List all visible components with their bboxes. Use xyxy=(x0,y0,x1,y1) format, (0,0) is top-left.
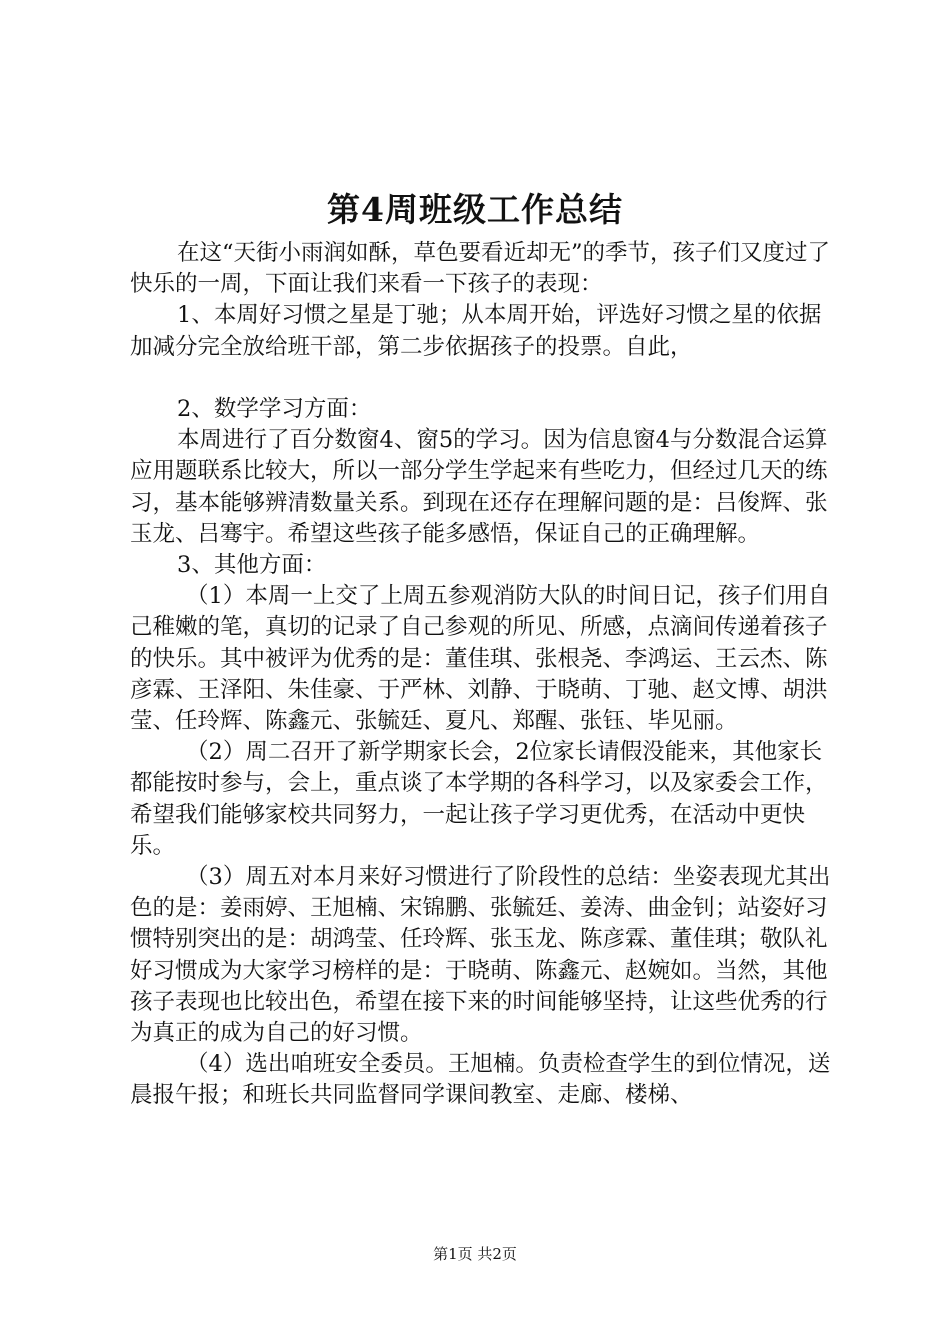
item-1-paragraph: 1、本周好习惯之星是丁驰；从本周开始，评选好习惯之星的依据加减分完全放给班干部，第二步依据孩子的投票。自此， xyxy=(130,302,822,360)
sub-item-4-paragraph: （4）选出咱班安全委员。王旭楠。负责检查学生的到位情况，送晨报午报；和班长共同监督同学课间教室、走廊、楼梯、 xyxy=(130,1051,831,1109)
item-3-heading: 3、其他方面： xyxy=(177,552,327,579)
item-2-heading: 2、数学学习方面： xyxy=(177,396,372,422)
blank-line xyxy=(130,363,840,394)
intro-paragraph: 在这“天街小雨润如酥，草色要看近却无”的季节，孩子们又度过了快乐的一周，下面让我们来看一下孩子的表现： xyxy=(130,240,831,298)
math-paragraph: 本周进行了百分数窗4、窗5的学习。因为信息窗4与分数混合运算应用题联系比较大，所以一部分学生学起来有些吃力，但经过几天的练习，基本能够辨清数量关系。到现在还存在理解问题的是：吕俊辉、张玉龙、吕骞宇。希望这些孩子能多感悟，保证自己的正确理解。 xyxy=(130,427,828,547)
sub-item-2-paragraph: （2）周二召开了新学期家长会，2位家长请假没能来，其他家长都能按时参与，会上，重点谈了本学期的各科学习，以及家委会工作，希望我们能够家校共同努力，一起让孩子学习更优秀，在活动中更快乐。 xyxy=(130,739,828,859)
document-body xyxy=(130,238,840,1112)
document-title: 第4周班级工作总结 xyxy=(327,190,623,229)
page-footer: 第1页 共2页 xyxy=(433,1245,517,1263)
sub-item-3-paragraph: （3）周五对本月来好习惯进行了阶段性的总结：坐姿表现尤其出色的是：姜雨婷、王旭楠、宋锦鹏、张毓廷、姜涛、曲金钊；站姿好习惯特别突出的是：胡鸿莹、任玲辉、张玉龙、陈彦霖、董佳琪；敬队礼好习惯成为大家学习榜样的是：于晓萌、陈鑫元、赵婉如。当然，其他孩子表现也比较出色，希望在接下来的时间能够坚持，让这些优秀的行为真正的成为自己的好习惯。 xyxy=(130,864,831,1047)
sub-item-1-paragraph: （1）本周一上交了上周五参观消防大队的时间日记，孩子们用自己稚嫩的笔，真切的记录了自己参观的所见、所感，点滴间传递着孩子的快乐。其中被评为优秀的是：董佳琪、张根尧、李鸿运、王云杰、陈彦霖、王泽阳、朱佳豪、于严林、刘静、于晓萌、丁驰、赵文博、胡洪莹、任玲辉、陈鑫元、张毓廷、夏凡、郑醒、张钰、毕见丽。 xyxy=(130,583,831,735)
